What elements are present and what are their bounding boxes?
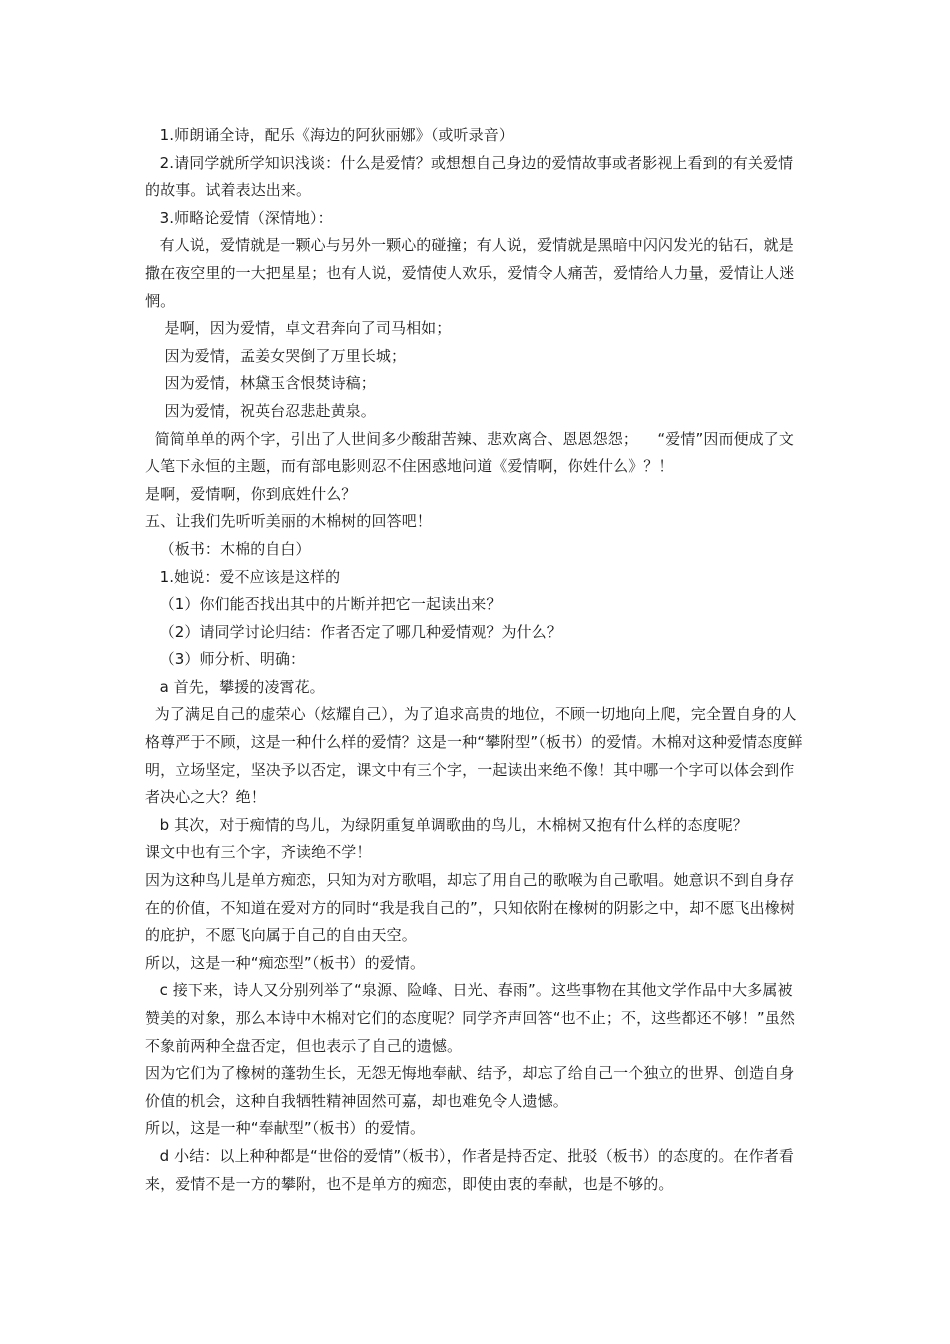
paragraph: 因为爱情，祝英台忍悲赴黄泉。 (145, 401, 376, 420)
document-body (145, 122, 807, 1198)
paragraph: （3）师分析、明确： (145, 650, 306, 669)
paragraph: 2.请同学就所学知识浅谈：什么是爱情？或想想自己身边的爱情故事或者影视上看到的有关爱情的故事。试着表达出来。 (145, 153, 794, 200)
paragraph: 课文中也有三个字，齐读绝不学！ (145, 843, 372, 862)
paragraph: b 其次，对于痴情的鸟儿，为绿阴重复单调歌曲的鸟儿，木棉树又抱有什么样的态度呢？ (145, 815, 748, 834)
paragraph: 因为它们为了橡树的蓬勃生长，无怨无悔地奉献、结予，却忘了给自己一个独立的世界、创造自身价值的机会，这种自我牺牲精神固然可嘉，却也难免令人遗憾。 (145, 1064, 795, 1110)
paragraph: 因为爱情，孟姜女哭倒了万里长城； (145, 346, 407, 365)
paragraph: 所以，这是一种“痴恋型”（板书）的爱情。 (145, 953, 426, 972)
section-heading: 五、让我们先听听美丽的木棉树的回答吧！ (145, 512, 432, 531)
paragraph: 所以，这是一种“奉献型”（板书）的爱情。 (145, 1119, 426, 1138)
paragraph: （板书：木棉的自白） (145, 539, 311, 558)
paragraph: 因为爱情，林黛玉含恨焚诗稿； (145, 374, 376, 393)
paragraph: 1.她说：爱不应该是这样的 (145, 567, 341, 586)
paragraph: 是啊，爱情啊，你到底姓什么？ (145, 484, 357, 503)
paragraph: 是啊，因为爱情，卓文君奔向了司马相如； (145, 319, 452, 338)
paragraph: 为了满足自己的虚荣心（炫耀自己），为了追求高贵的地位，不顾一切地向上爬，完全置自身的人格尊严于不顾，这是一种什么样的爱情？这是一种“攀附型”（板书）的爱情。木棉对这种爱情态度鲜明，立场坚定，坚决予以否定，课文中有三个字，一起读出来绝不像！其中哪一个字可以体会到作者决心之大？绝！ (145, 705, 803, 807)
paragraph: 有人说，爱情就是一颗心与另外一颗心的碰撞；有人说，爱情就是黑暗中闪闪发光的钻石，就是撒在夜空里的一大把星星；也有人说，爱情使人欢乐，爱情令人痛苦，爱情给人力量，爱情让人迷惘。 (145, 236, 795, 310)
paragraph: 3.师略论爱情（深情地）： (145, 208, 333, 227)
paragraph: d 小结：以上种种都是“世俗的爱情”（板书），作者是持否定、批驳（板书）的态度的。在作者看来，爱情不是一方的攀附，也不是单方的痴恋，即使由衷的奉献，也是不够的。 (145, 1146, 794, 1193)
paragraph: 简简单单的两个字，引出了人世间多少酸甜苦辣、悲欢离合、恩恩怨怨； “爱情”因而便成了文人笔下永恒的主题，而有部电影则忍不住困惑地问道《爱情啊，你姓什么》？！ (145, 429, 794, 476)
paragraph: （2）请同学讨论归结：作者否定了哪几种爱情观？为什么？ (145, 622, 562, 641)
paragraph: 1.师朗诵全诗，配乐《海边的阿狄丽娜》（或听录音） (145, 126, 514, 144)
paragraph: c 接下来，诗人又分别列举了“泉源、险峰、日光、春雨”。这些事物在其他文学作品中大多属被赞美的对象，那么本诗中木棉对它们的态度呢？同学齐声回答“也不止；不，这些都还不够！”虽然不象前两种全盘否定，但也表示了自己的遗憾。 (145, 981, 795, 1055)
paragraph: a 首先，攀援的凌霄花。 (145, 677, 325, 696)
paragraph: （1）你们能否找出其中的片断并把它一起读出来？ (145, 595, 502, 614)
paragraph: 因为这种鸟儿是单方痴恋，只知为对方歌唱，却忘了用自己的歌喉为自己歌唱。她意识不到自身存在的价值，不知道在爱对方的同时“我是我自己的”，只知依附在橡树的阴影之中，却不愿飞出橡树的庇护，不愿飞向属于自己的自由天空。 (145, 871, 795, 945)
